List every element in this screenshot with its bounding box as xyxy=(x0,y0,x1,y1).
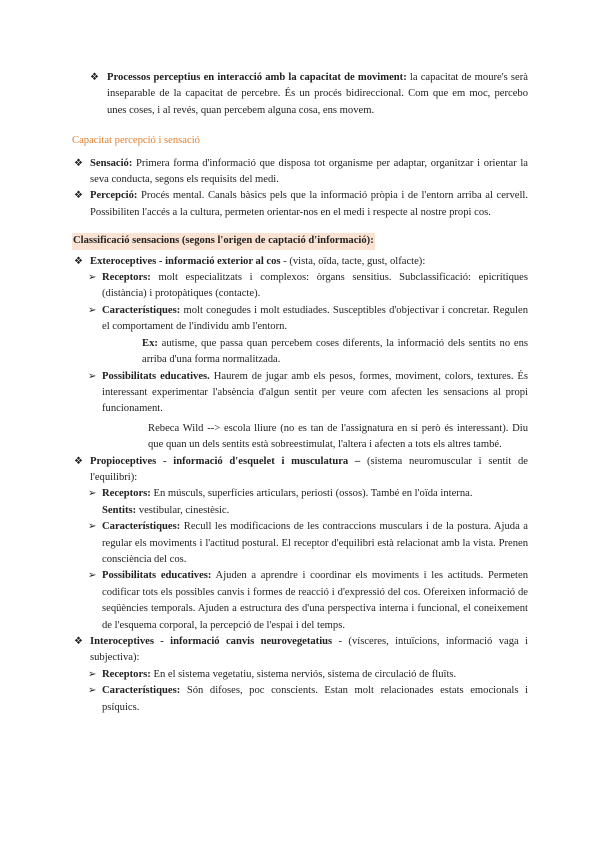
caract-text: molt conegudes i molt estudiades. Susceptibles d'objectivar i concretar. Regulen el comportament de l'individu amb l'entorn. xyxy=(102,304,528,333)
list-item-propioceptives xyxy=(72,454,528,487)
percepcio-label: Percepció: xyxy=(90,190,138,202)
arrow-bullet-icon: ➢ xyxy=(88,304,97,316)
sentits-label: Sentits: xyxy=(102,504,137,516)
receptors-label: Receptors: xyxy=(102,488,151,500)
example-text: autisme, que passa quan percebem coses diferents, la informació dels sentits no ens arriba d'una forma normalitzada. xyxy=(142,337,528,366)
extero-example xyxy=(72,336,528,369)
arrow-bullet-icon: ➢ xyxy=(88,488,97,500)
list-item-interoceptives xyxy=(72,634,528,667)
proprio-label: Propioceptives - informació d'esquelet i musculatura – xyxy=(90,455,361,467)
caract-text: Recull les modificacions de les contraccions musculars i de la postura. Ajuda a regular els moviments i l'actitud postural. El receptor d'equilibri està relacionat amb la vista. Prenen consciència del cos. xyxy=(102,521,528,565)
caract-label: Característiques: xyxy=(102,685,181,697)
percepcio-text: Procés mental. Canals bàsics pels que la informació pròpia i de l'entorn arriba al cervell. Possibiliten l'accés a la cultura, permeten orientar-nos en el medi i respecte al nostre propi cos. xyxy=(90,190,528,218)
receptors-label: Receptors: xyxy=(102,272,151,284)
extero-text: - (vista, oïda, tacte, gust, olfacte): xyxy=(280,255,426,267)
diamond-bullet-icon: ❖ xyxy=(74,636,83,647)
list-item-sensacio xyxy=(72,156,528,189)
intero-receptors xyxy=(72,667,528,683)
example-label: Ex: xyxy=(142,337,158,349)
receptors-text: molt especialitzats i complexos: òrgans sensitius. Subclassificació: epicrítiques (distància) i protopàtiques (contacte). xyxy=(102,272,528,300)
sensacio-text: Primera forma d'informació que disposa tot organisme per adaptar, organitzar i orientar la seva conducta, segons els requisits del medi. xyxy=(90,157,528,186)
caract-label: Característiques: xyxy=(102,521,181,533)
extero-label: Exteroceptives - informació exterior al cos xyxy=(90,255,281,267)
arrow-bullet-icon: ➢ xyxy=(88,570,97,582)
diamond-bullet-icon: ❖ xyxy=(74,190,83,202)
proprio-possibilitats xyxy=(72,568,528,634)
intro-label: Processos perceptius en interacció amb la capacitat de moviment: xyxy=(107,72,407,83)
receptors-text: En músculs, superfícies articulars, periosti (ossos). També en l'oïda interna. xyxy=(150,488,473,500)
sentits-text: vestibular, cinestèsic. xyxy=(136,504,230,516)
extero-possibilitats xyxy=(72,369,528,418)
diamond-bullet-icon: ❖ xyxy=(90,72,99,83)
extero-caracteristiques xyxy=(72,303,528,336)
extero-note xyxy=(72,421,528,454)
receptors-text: En el sistema vegetatiu, sistema nerviós, sistema de circulació de fluïts. xyxy=(150,668,457,680)
list-item-percepcio xyxy=(72,188,528,221)
intro-bullet xyxy=(72,70,528,119)
proprio-caracteristiques xyxy=(72,519,528,568)
arrow-bullet-icon: ➢ xyxy=(88,272,97,284)
arrow-bullet-icon: ➢ xyxy=(88,685,97,697)
arrow-bullet-icon: ➢ xyxy=(88,668,97,680)
arrow-bullet-icon: ➢ xyxy=(88,370,97,382)
sensacio-label: Sensació: xyxy=(90,157,133,169)
section-heading-classificacio: Classificació sensacions (segons l'origen de captació d'informació): xyxy=(72,233,375,249)
list-item-exteroceptives xyxy=(72,254,528,270)
proprio-text: (sistema neuromuscular i sentit de l'equilibri): xyxy=(90,455,528,483)
diamond-bullet-icon: ❖ xyxy=(74,255,83,267)
intero-caracteristiques xyxy=(72,683,528,716)
receptors-label: Receptors: xyxy=(102,668,151,680)
possib-label: Possibilitats educatives. xyxy=(102,370,210,382)
diamond-bullet-icon: ❖ xyxy=(74,455,83,467)
caract-label: Característiques: xyxy=(102,304,181,316)
intero-text: - (vísceres, intuïcions, informació vaga i subjectiva): xyxy=(90,636,529,664)
intro-text: la capacitat de moure's serà inseparable de la capacitat de percebre. És un procés bidireccional. Com que em moc, percebo unes coses, i al revés, quan percebem alguna cosa, ens movem. xyxy=(107,72,528,116)
diamond-bullet-icon: ❖ xyxy=(74,157,83,169)
possib-text: Ajuden a aprendre i coordinar els moviments i les actituds. Permeten codificar tots els possibles canvis i formes de reacció i d'expressió del cos. Ofereixen informació de seqüències temporals. Ajuden a estructura des d'una perspectiva interna i funcional, el coneixement de l'esquema corporal, la percepció de l'espai i del temps. xyxy=(102,570,528,631)
extero-receptors xyxy=(72,270,528,303)
intero-label: Interoceptives - informació canvis neurovegetatius xyxy=(90,636,333,647)
arrow-bullet-icon: ➢ xyxy=(88,521,97,533)
possib-label: Possibilitats educatives: xyxy=(102,570,212,582)
note-text: Rebeca Wild --> escola lliure (no es tan de l'assignatura en si però és interessant). Diu que quan un dels sentits està sobreestimulat, l'altera i afecten a tots els altres també. xyxy=(148,422,528,451)
caract-text: Són difoses, poc conscients. Estan molt relacionades estats emocionals i psíquics. xyxy=(102,685,528,713)
section-heading-capacitat: Capacitat percepció i sensació xyxy=(72,135,200,147)
possib-text: Haurem de jugar amb els pesos, formes, moviment, colors, textures. És interessant experimentar l'absència d'algun sentit per veure com afecten les sensacions al propi funcionament. xyxy=(102,370,529,415)
proprio-receptors xyxy=(72,486,528,519)
